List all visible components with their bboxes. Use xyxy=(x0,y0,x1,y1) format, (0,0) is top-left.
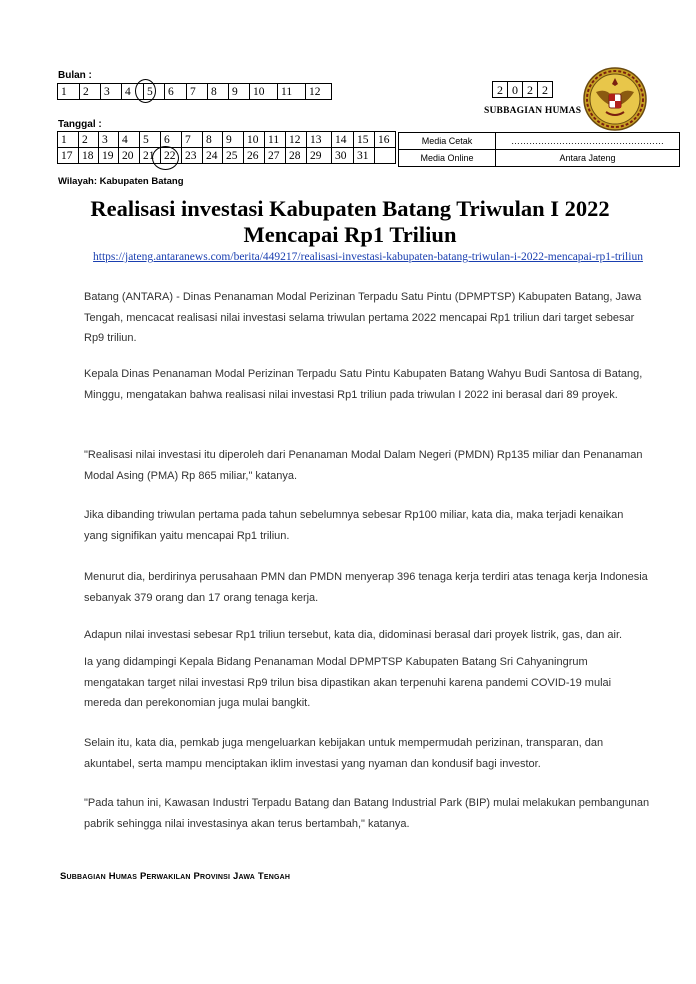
media-online-label: Media Online xyxy=(399,150,496,167)
month-cell: 9 xyxy=(229,84,250,100)
media-online-value: Antara Jateng xyxy=(496,150,680,167)
date-cell: 11 xyxy=(265,132,286,148)
article-paragraph: Menurut dia, berdirinya perusahaan PMN dan PMDN menyerap 396 tenaga kerja terdiri atas tenaga kerja Indonesia sebanyak 379 orang dan 17 orang tenaga kerja. xyxy=(84,571,648,604)
date-cell: 8 xyxy=(203,132,223,148)
date-cell: 29 xyxy=(307,148,332,164)
title-line-2: Mencapai Rp1 Triliun xyxy=(243,222,457,247)
date-cell: 31 xyxy=(354,148,375,164)
article-paragraph: Selain itu, kata dia, pemkab juga mengeluarkan kebijakan untuk mempermudah perizinan, transparan, dan akuntabel, serta mampu menciptakan iklim investasi yang nyaman dan kondusif bagi investor. xyxy=(84,737,604,770)
month-cell: 11 xyxy=(278,84,306,100)
year-digit: 2 xyxy=(538,82,553,98)
year-boxes xyxy=(492,81,553,98)
date-cell: 23 xyxy=(182,148,203,164)
article-url-link[interactable]: https://jateng.antaranews.com/berita/449217/realisasi-investasi-kabupaten-batang-triwulan-i-2022-mencapai-rp1-triliun xyxy=(93,251,643,263)
date-cell: 1 xyxy=(58,132,79,148)
footer-organization: Subbagian Humas Perwakilan Provinsi Jawa Tengah xyxy=(60,871,291,882)
date-cell: 22 xyxy=(161,148,182,164)
media-table xyxy=(398,132,680,167)
date-cell xyxy=(375,148,396,164)
article-paragraph: Batang (ANTARA) - Dinas Penanaman Modal Perizinan Terpadu Satu Pintu (DPMPTSP) Kabupaten Batang, Jawa Tengah, mencacat realisasi nilai investasi selama triwulan pertama 2022 mencapai Rp1 triliun dari target sebesar Rp9 triliun. xyxy=(84,291,642,344)
month-cell: 10 xyxy=(250,84,278,100)
media-cetak-value: …………………………………………… xyxy=(496,133,680,150)
date-cell: 13 xyxy=(307,132,332,148)
date-cell: 17 xyxy=(58,148,79,164)
article-title xyxy=(30,196,670,248)
date-cell: 5 xyxy=(140,132,161,148)
tanggal-label: Tanggal : xyxy=(58,119,102,130)
month-cell: 2 xyxy=(80,84,101,100)
month-cell: 4 xyxy=(122,84,144,100)
article-paragraph: "Pada tahun ini, Kawasan Industri Terpadu Batang dan Batang Industrial Park (BIP) mulai melakukan pembangunan pabrik sehingga nilai investasinya akan terus bertambah," katanya. xyxy=(84,797,650,830)
date-cell: 20 xyxy=(119,148,140,164)
date-cell: 12 xyxy=(286,132,307,148)
article-paragraph: Ia yang didampingi Kepala Bidang Penanaman Modal DPMPTSP Kabupaten Batang Sri Cahyaningrum mengatakan target nilai investasi Rp9 trilun bisa dipastikan akan terpenuhi karena pandemi COVID-19 mulai mereda dan perekonomian juga mulai bangkit. xyxy=(84,656,612,709)
date-cell: 21 xyxy=(140,148,161,164)
selected-month-circle xyxy=(135,79,156,103)
date-cell: 30 xyxy=(332,148,354,164)
date-cell: 26 xyxy=(244,148,265,164)
date-cell: 19 xyxy=(99,148,119,164)
year-digit: 2 xyxy=(523,82,538,98)
date-cell: 3 xyxy=(99,132,119,148)
article-paragraph: Kepala Dinas Penanaman Modal Perizinan Terpadu Satu Pintu Kabupaten Batang Wahyu Budi Santosa di Batang, Minggu, mengatakan bahwa realisasi nilai investasi Rp1 triliun pada triwulan I 2022 ini berasal dari 89 proyek. xyxy=(84,368,643,401)
month-cell: 6 xyxy=(165,84,187,100)
bulan-label: Bulan : xyxy=(58,70,92,81)
date-cell: 9 xyxy=(223,132,244,148)
month-cell: 8 xyxy=(208,84,229,100)
date-cell: 2 xyxy=(79,132,99,148)
month-grid xyxy=(57,83,332,100)
date-cell: 25 xyxy=(223,148,244,164)
month-cell: 3 xyxy=(101,84,122,100)
wilayah-label: Wilayah: Kabupaten Batang xyxy=(58,176,184,187)
date-cell: 15 xyxy=(354,132,375,148)
month-cell: 1 xyxy=(58,84,80,100)
garuda-emblem-icon xyxy=(582,66,648,132)
date-cell: 7 xyxy=(182,132,203,148)
article-paragraph: Jika dibanding triwulan pertama pada tahun sebelumnya sebesar Rp100 miliar, kata dia, maka terjadi kenaikan yang signifikan yaitu mencapai Rp1 triliun. xyxy=(84,509,624,542)
month-cell: 7 xyxy=(187,84,208,100)
subbagian-humas-label: SUBBAGIAN HUMAS xyxy=(484,106,582,116)
date-cell: 4 xyxy=(119,132,140,148)
date-cell: 6 xyxy=(161,132,182,148)
date-cell: 16 xyxy=(375,132,396,148)
article-paragraph: "Realisasi nilai investasi itu diperoleh dari Penanaman Modal Dalam Negeri (PMDN) Rp135 miliar dan Penanaman Modal Asing (PMA) Rp 865 miliar," katanya. xyxy=(84,449,643,482)
media-cetak-label: Media Cetak xyxy=(399,133,496,150)
date-cell: 27 xyxy=(265,148,286,164)
year-digit: 2 xyxy=(493,82,508,98)
date-grid xyxy=(57,131,396,164)
date-cell: 18 xyxy=(79,148,99,164)
date-cell: 24 xyxy=(203,148,223,164)
selected-date-circle xyxy=(152,146,179,170)
year-digit: 0 xyxy=(508,82,523,98)
month-cell: 5 xyxy=(144,84,165,100)
date-cell: 14 xyxy=(332,132,354,148)
article-paragraph: Adapun nilai investasi sebesar Rp1 triliun tersebut, kata dia, didominasi berasal dari proyek listrik, gas, dan air. xyxy=(84,629,623,641)
month-cell: 12 xyxy=(306,84,332,100)
date-cell: 28 xyxy=(286,148,307,164)
date-cell: 10 xyxy=(244,132,265,148)
title-line-1: Realisasi investasi Kabupaten Batang Triwulan I 2022 xyxy=(90,196,610,221)
